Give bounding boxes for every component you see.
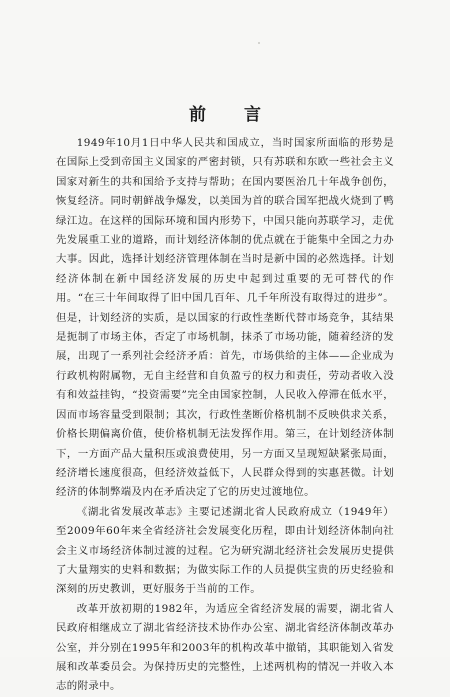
scan-speck [258,42,260,44]
paragraph-3: 改革开放初期的1982年，为适应全省经济发展的需要，湖北省人民政府相继成立了湖北省经济技术协作办公室、湖北省经济体制改革办公室，并分别在1995年和2003年的机构改革中撤销，其职能划入省发展和改革委员会。为保持历史的完整性，上述两机构的情况一并收入本志的附录中。 [56,602,394,693]
paragraph-2: 《湖北省发展改革志》主要记述湖北省人民政府成立（1949年）至2009年60年来全省经济社会发展变化历程，即由计划经济体制向社会主义市场经济体制过渡的过程。它为研究湖北经济社会发展历史提供了大量翔实的史料和数据；为做实际工作的人员提供宝贵的历史经验和深刻的历史教训，更好服务于当前的工作。 [56,505,394,596]
paragraph-1: 1949年10月1日中华人民共和国成立，当时国家所面临的形势是在国际上受到帝国主义国家的严密封锁，只有苏联和东欧一些社会主义国家对新生的共和国给予支持与帮助；在国内要医治几十年战争创伤，恢复经济。同时朝鲜战争爆发，以美国为首的联合国军把战火烧到了鸭绿江边。在这样的国际环境和国内形势下，中国只能向苏联学习，走优先发展重工业的道路，而计划经济体制的优点就在于能集中全国之力办大事。因此，选择计划经济管理体制在当时是新中国的必然选择。计划经济体制在新中国经济发展的历史中起到过重要的无可替代的作用。“在三十年间取得了旧中国几百年、几千年所没有取得过的进步”。但是，计划经济的实质，是以国家的行政性垄断代替市场竞争，其结果是扼制了市场主体，否定了市场机制，抹杀了市场功能，随着经济的发展，出现了一系列社会经济矛盾：首先，市场供给的主体——企业成为行政机构附属物，无自主经营和自负盈亏的权力和责任，劳动者收入没有和效益挂钩，“投资需要”完全由国家控制，人民收入停滞在低水平，因而市场容量受到限制；其次，行政性垄断价格机制不反映供求关系，价格长期偏离价值，使价格机制无法发挥作用。第三，在计划经济体制下，一方面产品大量积压或浪费使用，另一方面又呈现短缺紧张局面，经济增长速度很高，但经济效益低下，人民群众得到的实惠甚微。计划经济的体制弊端及内在矛盾决定了它的历史过渡地位。 [56,137,394,499]
preface-body [56,134,394,697]
page-title: 前 言 [189,105,277,126]
